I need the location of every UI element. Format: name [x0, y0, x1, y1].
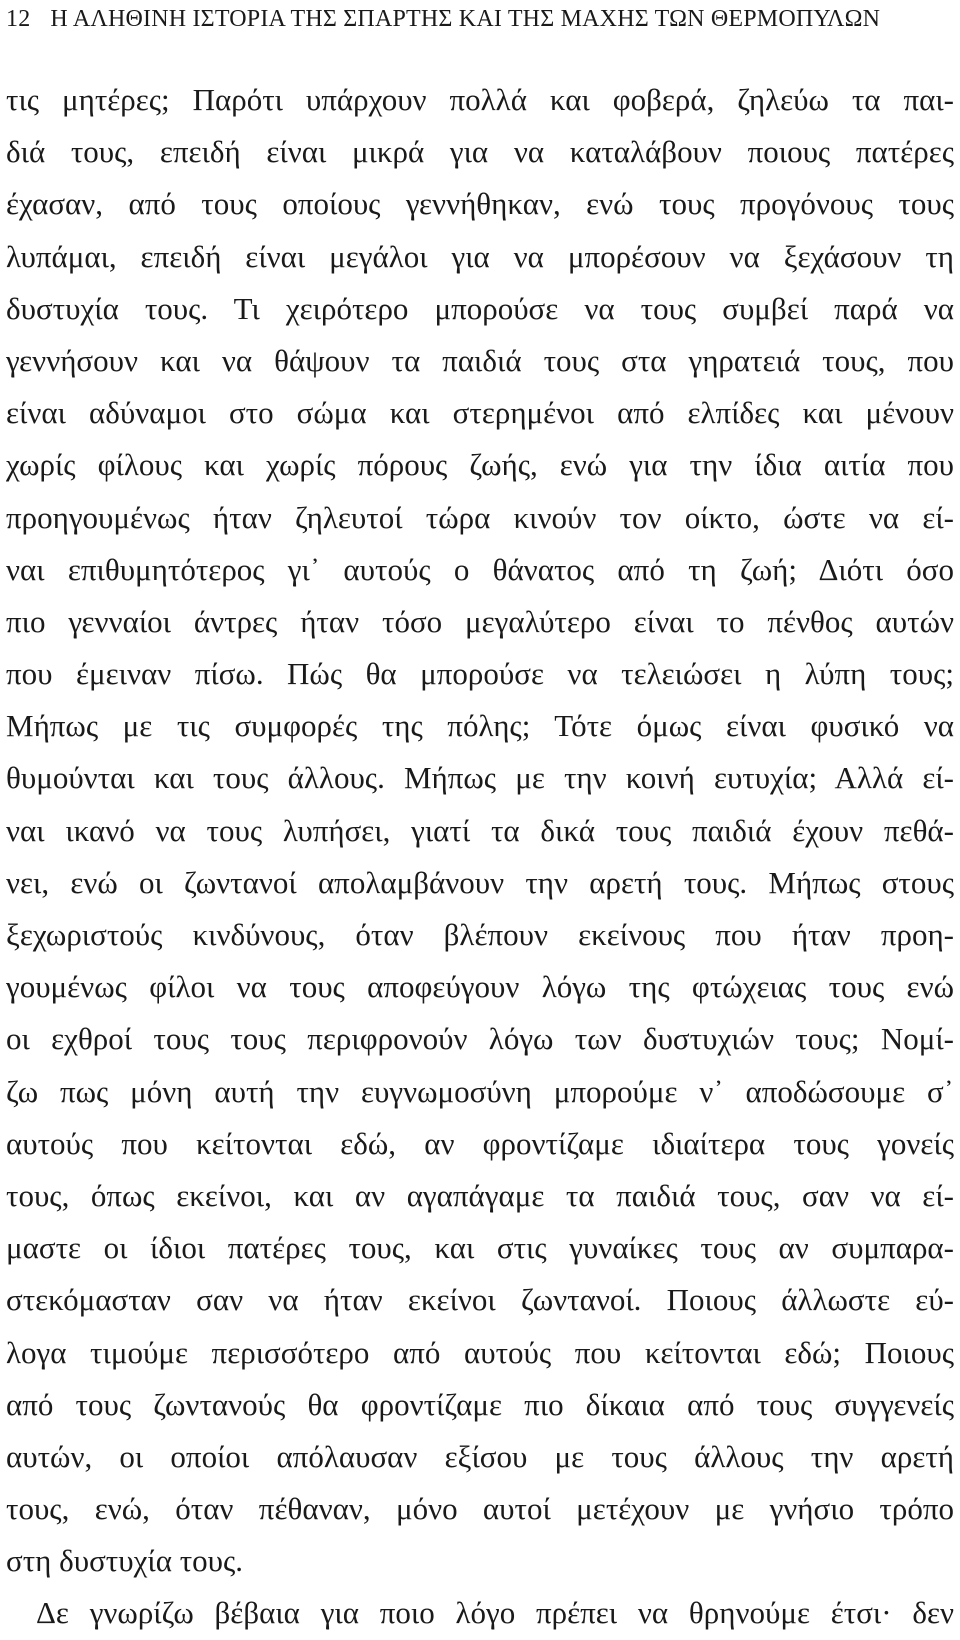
text-line: γουμένως φίλοι να τους αποφεύγουν λόγω της φτώχειας τους ενώ: [6, 969, 954, 1005]
page-number: 12: [6, 6, 31, 32]
text-line: ναι ικανό να τους λυπήσει, γιατί τα δικά τους παιδιά έχουν πεθά-: [6, 812, 954, 848]
text-line: στεκόμασταν σαν να ήταν εκείνοι ζωντανοί. Ποιους άλλωστε εύ-: [6, 1282, 954, 1318]
text-line: αυτούς που κείτονται εδώ, αν φροντίζαμε ιδιαίτερα τους γονείς: [6, 1125, 954, 1161]
body-text: [6, 74, 954, 1640]
text-line: που έμειναν πίσω. Πώς θα μπορούσε να τελειώσει η λύπη τους;: [6, 656, 954, 692]
text-line: ζω πως μόνη αυτή την ευγνωμοσύνη μπορούμε ν᾽ αποδώσουμε σ᾽: [6, 1073, 954, 1109]
text-line: γεννήσουν και να θάψουν τα παιδιά τους στα γηρατειά τους, που: [6, 342, 954, 378]
text-line: Μήπως με τις συμφορές της πόλης; Τότε όμως είναι φυσικό να: [6, 708, 954, 744]
text-line: πιο γενναίοι άντρες ήταν τόσο μεγαλύτερο είναι το πένθος αυτών: [6, 603, 954, 639]
text-line: λογα τιμούμε περισσότερο από αυτούς που κείτονται εδώ; Ποιους: [6, 1334, 954, 1370]
paragraph-end-line: στη δυστυχία τους.: [6, 1543, 244, 1579]
text-line: προηγουμένως ήταν ζηλευτοί τώρα κινούν τον οίκτο, ώστε να εί-: [6, 499, 954, 535]
text-line: ναι επιθυμητότερος γι᾽ αυτούς ο θάνατος από τη ζωή; Διότι όσο: [6, 551, 954, 587]
text-line: από τους ζωντανούς θα φροντίζαμε πιο δίκαια από τους συγγενείς: [6, 1386, 954, 1422]
text-line: είναι αδύναμοι στο σώμα και στερημένοι από ελπίδες και μένουν: [6, 395, 954, 431]
text-line: διά τους, επειδή είναι μικρά για να καταλάβουν ποιους πατέρες: [6, 134, 954, 170]
text-line: νει, ενώ οι ζωντανοί απολαμβάνουν την αρετή τους. Μήπως στους: [6, 864, 954, 900]
paragraph-first-line: Δε γνωρίζω βέβαια για ποιο λόγο πρέπει να θρηνούμε έτσι· δεν: [36, 1595, 954, 1631]
text-line: αυτών, οι οποίοι απόλαυσαν εξίσου με τους άλλους την αρετή: [6, 1438, 954, 1474]
text-line: θυμούνται και τους άλλους. Μήπως με την κοινή ευτυχία; Αλλά εί-: [6, 760, 954, 796]
text-line: ξεχωριστούς κινδύνους, όταν βλέπουν εκείνους που ήταν προη-: [6, 917, 954, 952]
text-line: χωρίς φίλους και χωρίς πόρους ζωής, ενώ για την ίδια αιτία που: [6, 447, 954, 483]
text-line: τους, ενώ, όταν πέθαναν, μόνο αυτοί μετέχουν με γνήσιο τρόπο: [6, 1491, 954, 1527]
text-line: τους, όπως εκείνοι, και αν αγαπάγαμε τα παιδιά τους, σαν να εί-: [6, 1177, 954, 1213]
text-line: οι εχθροί τους τους περιφρονούν λόγω των δυστυχιών τους; Νομί-: [6, 1021, 954, 1057]
text-line: τις μητέρες; Παρότι υπάρχουν πολλά και φοβερά, ζηλεύω τα παι-: [6, 82, 954, 117]
running-header: [6, 4, 946, 34]
running-title: Η ΑΛΗΘΙΝΗ ΙΣΤΟΡΙΑ ΤΗΣ ΣΠΑΡΤΗΣ ΚΑΙ ΤΗΣ ΜΑΧΗΣ ΤΩΝ ΘΕΡΜΟΠΥΛΩΝ: [50, 6, 881, 32]
text-line: έχασαν, από τους οποίους γεννήθηκαν, ενώ τους προγόνους τους: [6, 186, 954, 222]
text-line: δυστυχία τους. Τι χειρότερο μπορούσε να τους συμβεί παρά να: [6, 290, 954, 326]
text-line: μαστε οι ίδιοι πατέρες τους, και στις γυναίκες τους αν συμπαρα-: [6, 1230, 954, 1266]
text-line: λυπάμαι, επειδή είναι μεγάλοι για να μπορέσουν να ξεχάσουν τη: [6, 238, 954, 274]
